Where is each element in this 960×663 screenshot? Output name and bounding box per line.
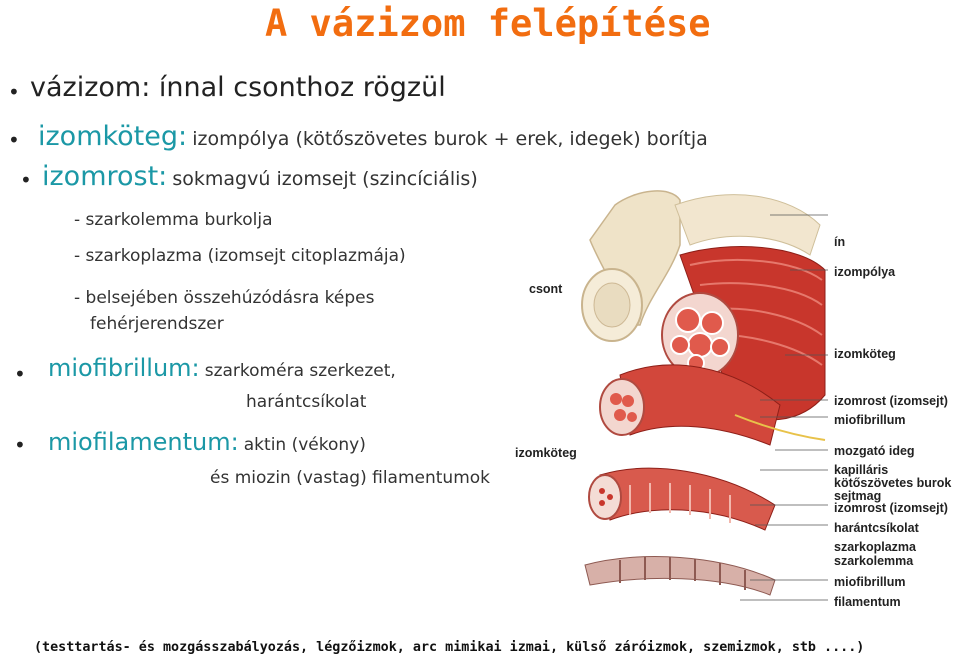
label-izompolya: izompólya (834, 265, 896, 279)
bullet-miofibrillum (48, 354, 396, 382)
term-miofilamentum: miofilamentum: (48, 428, 239, 456)
bullet-vazizom: vázizom: ínnal csonthoz rögzül (30, 72, 446, 103)
muscle-fiber-shape (589, 468, 775, 530)
bullet-miofilamentum (48, 428, 366, 456)
bullet-dot: • (14, 362, 26, 386)
sub-belsejeben: - belsejében összehúzódásra képes (74, 288, 375, 308)
label-harantcsikolat: harántcsíkolat (834, 521, 919, 535)
label-izomkoteg-left: izomköteg (515, 446, 577, 460)
label-miofibrillum-2: miofibrillum (834, 575, 906, 589)
bullet-izomkoteg (38, 121, 708, 152)
footer-note: (testtartás- és mozgásszabályozás, légzőizmok, arc mimikai izmai, külső záróizmok, szemizmok, stb ....) (34, 640, 865, 655)
bullet-dot: • (8, 80, 20, 104)
miofilamentum-desc: aktin (vékony) (243, 435, 366, 455)
tendon-shape (675, 195, 820, 255)
miofibrillum-desc: szarkoméra szerkezet, (204, 361, 396, 381)
bullet-izomrost (42, 161, 478, 192)
label-szarkoplazma: szarkoplazma (834, 540, 916, 554)
page-title: A vázizom felépítése (265, 2, 711, 45)
sub-szarkolemma: - szarkolemma burkolja (74, 210, 273, 230)
bullet-dot: • (8, 128, 20, 152)
label-izomrost-1: izomrost (izomsejt) (834, 394, 948, 408)
term-miofibrillum: miofibrillum: (48, 354, 200, 382)
term-izomrost: izomrost: (42, 161, 168, 192)
label-in: ín (834, 235, 846, 249)
izomrost-desc: sokmagvú izomsejt (szincíciális) (172, 168, 478, 190)
label-kapillaris: kapilláris (834, 463, 889, 477)
label-kotoszovetes-burok: kötőszövetes burok (834, 476, 952, 490)
bullet-dot: • (14, 433, 26, 457)
label-mozgato-ideg: mozgató ideg (834, 444, 915, 458)
myofibril-shape (585, 557, 775, 595)
miofilamentum-desc2: és miozin (vastag) filamentumok (210, 468, 490, 488)
label-filamentum: filamentum (834, 595, 901, 609)
bullet-dot: • (20, 168, 32, 192)
label-miofibrillum-1: miofibrillum (834, 413, 906, 427)
label-izomrost-2: izomrost (izomsejt) (834, 501, 948, 515)
sub-szarkoplazma: - szarkoplazma (izomsejt citoplazmája) (74, 246, 406, 266)
izomkoteg-desc: izompólya (kötőszövetes burok + erek, idegek) borítja (192, 128, 708, 150)
label-csont: csont (529, 282, 563, 296)
sub-feherjerendszer: fehérjerendszer (90, 314, 224, 334)
label-sejtmag: sejtmag (834, 489, 882, 503)
miofibrillum-desc2: harántcsíkolat (246, 392, 367, 412)
muscle-structure-illustration (560, 185, 830, 625)
term-izomkoteg: izomköteg: (38, 121, 188, 152)
label-szarkolemma: szarkolemma (834, 554, 914, 568)
label-izomkoteg: izomköteg (834, 347, 896, 361)
